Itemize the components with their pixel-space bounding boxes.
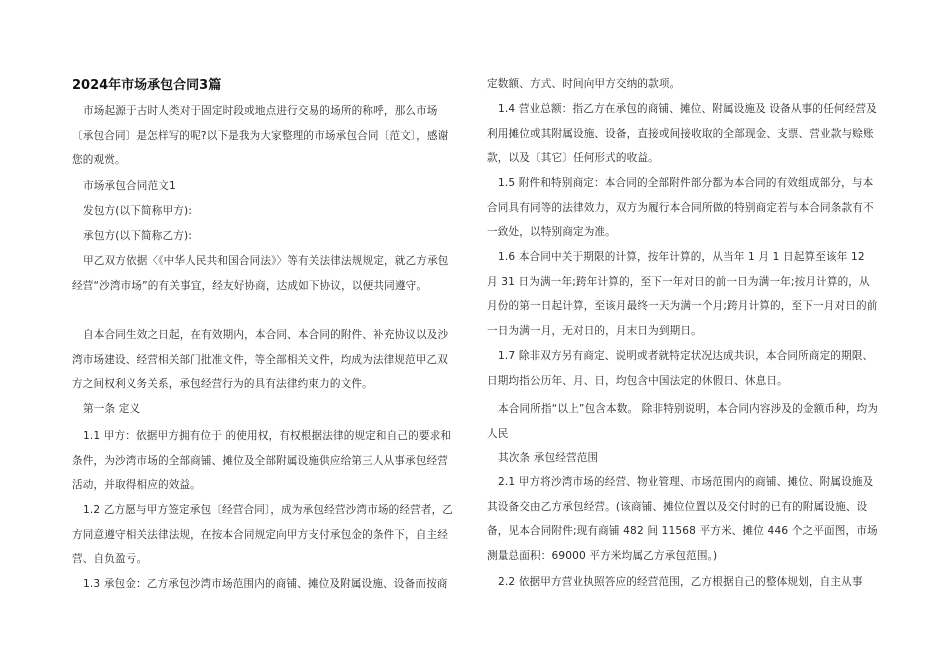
section-heading: 其次条 承包经营范围 <box>498 452 599 464</box>
paragraph: 1.1 甲方：依据甲方拥有位于 的使用权，有权根据法律的规定和自己的要求和条件，为沙湾市场的全部商铺、摊位及全部附属设施供应给第三人从事承包经营活动，并取得相应的效益。 <box>72 430 452 492</box>
paragraph: 市场起源于古时人类对于固定时段或地点进行交易的场所的称呼，那么市场〔承包合同〕是怎样写的呢?以下是我为大家整理的市场承包合同〔范文〕，感谢您的观赏。 <box>72 105 449 167</box>
paragraph: 甲乙双方依据〈《中华人民共和国合同法》〉等有关法律法规规定，就乙方承包经营“沙湾市场”的有关事宜，经友好协商，达成如下协议，以便共同遵守。 <box>72 255 449 292</box>
paragraph: 1.6 本合同中关于期限的计算，按年计算的，从当年 1 月 1 日起算至该年 12 月 31 日为满一年;跨年计算的，至下一年对日的前一日为满一年;按月计算的，从月份的第一日起计算，至该月最终一天为满一个月;跨月计算的，至下一月对日的前一日为满一月，无对日的，月末日为到期日。 <box>487 251 878 337</box>
section-heading: 第一条 定义 <box>83 403 141 415</box>
document-title: 2024年市场承包合同3篇 <box>72 78 222 93</box>
paragraph: 1.5 附件和特别商定：本合同的全部附件部分都为本合同的有效组成部分，与本合同具有同等的法律效力，双方为履行本合同所做的特别商定若与本合同条款有不一致处，以特别商定为准。 <box>487 177 874 239</box>
paragraph: 本合同所指“以上”包含本数。 除非特别说明，本合同内容涉及的金额币种，均为人民 <box>487 403 879 440</box>
paragraph: 1.7 除非双方另有商定、说明或者就特定状况达成共识，本合同所商定的期限、日期均指公历年、月、日，均包含中国法定的休假日、休息日。 <box>487 350 874 387</box>
paragraph: 定数额、方式、时间向甲方交纳的款项。 <box>487 78 681 90</box>
paragraph: 2.2 依据甲方营业执照答应的经营范围，乙方根据自己的整体规划，自主从事 <box>498 576 863 588</box>
paragraph: 2.1 甲方将沙湾市场的经营、物业管理、市场范围内的商铺、摊位、附属设施及其设备交由乙方承包经营。(该商铺、摊位位置以及交付时的已有的附属设施、设备，见本合同附件;现有商铺 482 间 11568 平方米、摊位 446 个之平面图，市场测量总面积：69000 平方米均属乙方承包范围。) <box>487 476 878 562</box>
paragraph: 1.2 乙方愿与甲方签定承包〔经营合同〕，成为承包经营沙湾市场的经营者，乙方同意遵守相关法律法规，在按本合同规定向甲方支付承包金的条件下，自主经营、自负盈亏。 <box>72 504 454 566</box>
paragraph: 市场承包合同范文1 <box>83 180 176 192</box>
paragraph: 自本合同生效之日起，在有效期内，本合同、本合同的附件、补充协议以及沙湾市场建设、经营相关部门批准文件，等全部相关文件，均成为法律规范甲乙双方之间权利义务关系，承包经营行为的具有法律约束力的文件。 <box>72 329 449 391</box>
paragraph: 发包方(以下简称甲方): <box>83 205 192 217</box>
paragraph: 1.3 承包金：乙方承包沙湾市场范围内的商铺、摊位及附属设施、设备而按商 <box>83 578 448 590</box>
paragraph: 承包方(以下简称乙方): <box>83 230 192 242</box>
paragraph: 1.4 营业总额：指乙方在承包的商铺、摊位、附属设施及 设备从事的任何经营及利用摊位或其附属设施、设备，直接或间接收取的全部现金、支票、营业款与赊账款，以及〔其它〕任何形式的收益。 <box>487 103 877 165</box>
